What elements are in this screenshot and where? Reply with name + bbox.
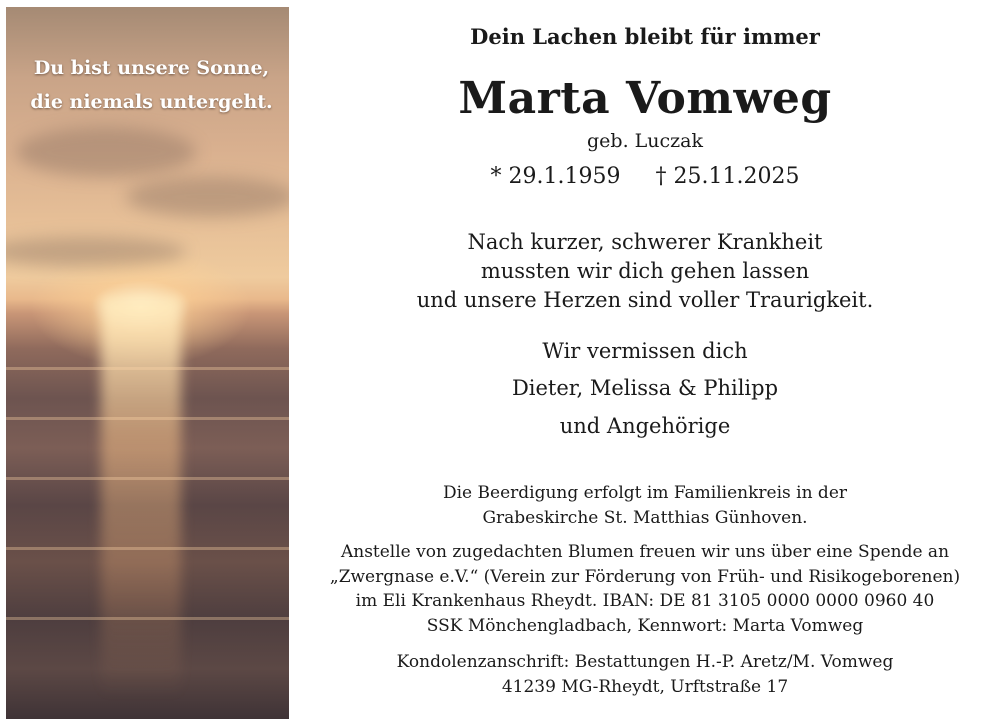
burial-info [290,481,1000,530]
sun-reflection [101,297,181,697]
donation-line: Anstelle von zugedachten Blumen freuen wir uns über eine Spende an [340,542,950,562]
burial-line: Grabeskirche St. Matthias Günhoven. [482,507,808,528]
condolence-address [290,650,1000,699]
birth-date: * 29.1.1959 [490,164,621,189]
water-ripple [6,477,289,480]
quote-line: Du bist unsere Sonne, [33,57,270,79]
family-names: Dieter, Melissa & Philipp [511,376,779,400]
water-ripple [6,417,289,420]
sunset-photo [6,7,289,719]
notice-text-column [290,0,1000,724]
maiden-name: geb. Luczak [587,130,703,152]
condolence-line: 41239 MG-Rheydt, Urftstraße 17 [501,676,789,697]
relatives-line: und Angehörige [559,414,731,438]
cloud-shape [126,177,289,217]
water-ripple [6,367,289,370]
donation-info [290,540,1000,638]
miss-line: Wir vermissen dich [542,339,748,363]
life-dates [290,164,1000,189]
photo-quote [14,51,289,119]
message-line: Nach kurzer, schwerer Krankheit [467,230,823,254]
cloud-shape [6,237,186,267]
message-line: mussten wir dich gehen lassen [480,259,810,283]
donation-line: SSK Mönchengladbach, Kennwort: Marta Vomweg [426,615,864,636]
burial-line: Die Beerdigung erfolgt im Familienkreis in der [442,483,847,503]
message-line: und unsere Herzen sind voller Traurigkeit. [416,288,874,312]
message-paragraph [290,228,1000,315]
cloud-shape [16,127,196,177]
death-date: † 25.11.2025 [655,164,800,189]
donation-line: im Eli Krankenhaus Rheydt. IBAN: DE 81 3105 0000 0000 0960 40 [355,591,935,611]
quote-line: die niemals untergeht. [30,91,273,113]
condolence-line: Kondolenzanschrift: Bestattungen H.-P. Aretz/M. Vomweg [396,652,894,672]
deceased-name: Marta Vomweg [458,73,832,124]
motto: Dein Lachen bleibt für immer [470,24,820,49]
donation-line: „Zwergnase e.V.“ (Verein zur Förderung von Früh- und Risikogeborenen) [329,566,961,587]
water-ripple [6,547,289,550]
water-ripple [6,617,289,620]
